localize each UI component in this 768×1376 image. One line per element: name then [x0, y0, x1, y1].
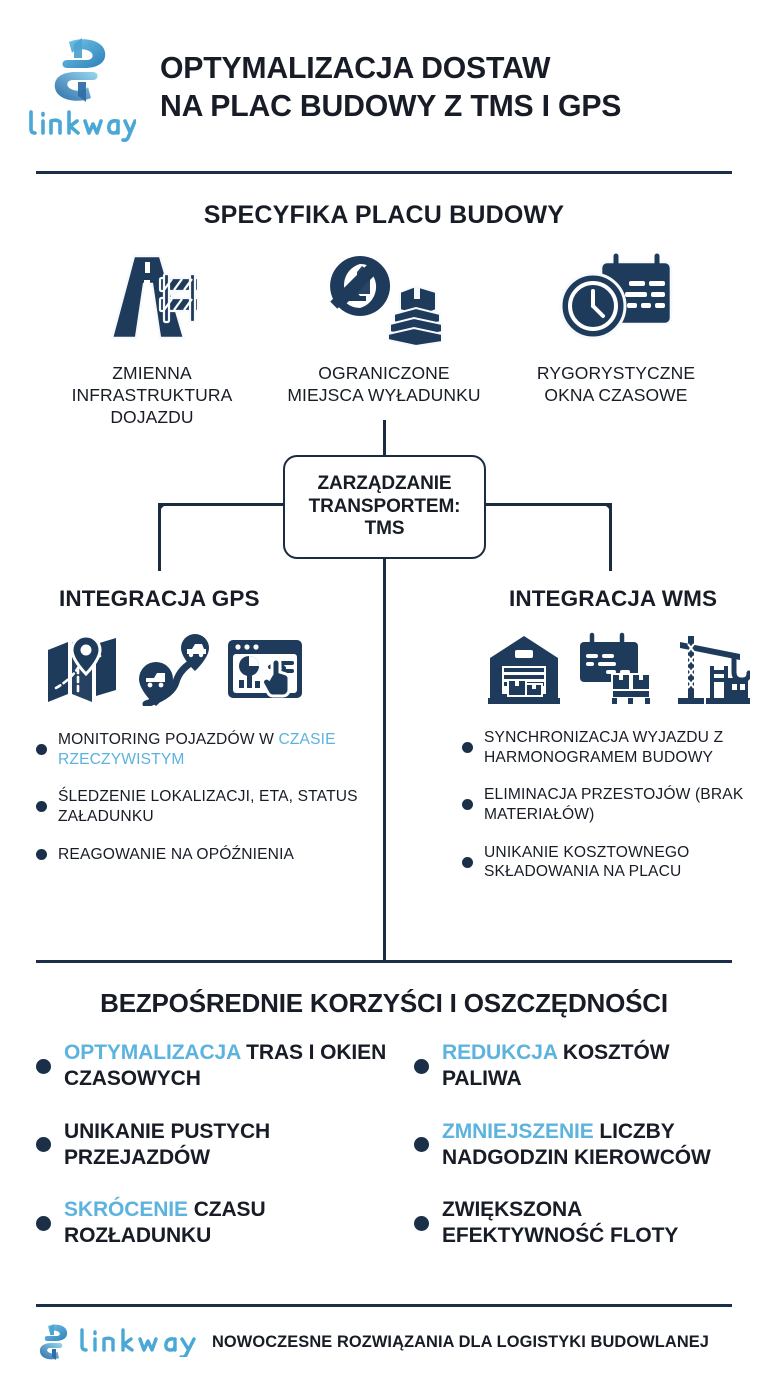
benefit-item [414, 1040, 736, 1093]
bullet-text: REAGOWANIE NA OPÓŹNIENIA [58, 845, 295, 863]
clock-calendar-icon [553, 246, 679, 346]
linkway-mark-icon [43, 34, 117, 106]
title-line-2: NA PLAC BUDOWY Z TMS I GPS [160, 89, 622, 123]
divider-top [36, 171, 732, 174]
no-unloading-pallets-icon [324, 246, 444, 346]
connector-left-horizontal [158, 503, 286, 506]
list-item [462, 843, 768, 882]
divider-bottom [36, 1304, 732, 1307]
benefits-grid [36, 1040, 736, 1276]
branch-title-wms: INTEGRACJA WMS [509, 586, 718, 611]
footer-tagline: NOWOCZESNE ROZWIĄZANIA DLA LOGISTYKI BUDOWLANEJ [212, 1332, 710, 1351]
linkway-wordmark-icon [75, 1327, 199, 1357]
bullet-dot-icon [36, 1216, 51, 1231]
bullet-dot-icon [462, 857, 473, 868]
bullet-text: MONITORING POJAZDÓW W CZASIE RZECZYWISTYM [58, 731, 336, 768]
list-item [36, 730, 366, 769]
calendar-pallets-icon [576, 632, 656, 706]
caption-line: RYGORYSTYCZNE [536, 363, 696, 383]
spec-row [36, 246, 732, 429]
gps-bullet-list [36, 730, 366, 882]
tms-line-1: ZARZĄDZANIE [317, 472, 452, 494]
section-title-specyfika: SPECYFIKA PLACU BUDOWY [203, 201, 565, 229]
bullet-dot-icon [36, 849, 47, 860]
bullet-dot-icon [36, 1059, 51, 1074]
benefit-text: SKRÓCENIE CZASU ROZŁADUNKU [64, 1198, 266, 1248]
spec-item-road [36, 246, 268, 429]
route-vehicles-icon [138, 634, 212, 706]
spec-item-unloading [268, 246, 500, 429]
tms-node-box [283, 455, 486, 559]
bullet-dot-icon [36, 1137, 51, 1152]
benefit-text: UNIKANIE PUSTYCH PRZEJAZDÓW [64, 1119, 271, 1169]
gps-icon-group [44, 634, 304, 706]
bullet-dot-icon [36, 801, 47, 812]
bullet-dot-icon [414, 1137, 429, 1152]
tms-line-2: TRANSPORTEM: [308, 495, 461, 517]
benefit-item [36, 1119, 414, 1172]
bullet-dot-icon [414, 1059, 429, 1074]
linkway-wordmark-icon [24, 108, 136, 142]
warehouse-icon [486, 632, 562, 706]
spec-caption-unloading [287, 362, 480, 406]
benefit-text: OPTYMALIZACJA TRAS I OKIEN CZASOWYCH [64, 1041, 387, 1091]
benefit-item [414, 1197, 736, 1250]
list-item [462, 785, 768, 824]
dashboard-click-icon [226, 634, 304, 706]
spec-caption-road [72, 362, 233, 429]
branch-title-gps: INTEGRACJA GPS [59, 586, 260, 611]
connector-corner-left [158, 503, 174, 519]
spec-caption-timewindow [537, 362, 695, 406]
caption-line: INFRASTRUKTURA [71, 385, 233, 406]
bullet-dot-icon [462, 799, 473, 810]
caption-line: ZMIENNA [112, 363, 192, 383]
connector-bottom [383, 556, 386, 960]
bullet-dot-icon [414, 1216, 429, 1231]
benefit-text: ZWIĘKSZONA EFEKTYWNOŚĆ FLOTY [442, 1198, 679, 1248]
bullet-text: ŚLEDZENIE LOKALIZACJI, ETA, STATUS ZAŁADUNKU [58, 788, 358, 825]
bullet-text: ELIMINACJA PRZESTOJÓW (BRAK MATERIAŁÓW) [484, 786, 744, 823]
spec-item-timewindow [500, 246, 732, 429]
wms-icon-group [486, 632, 750, 706]
benefit-item [36, 1197, 414, 1250]
caption-line: OKNA CZASOWE [544, 385, 688, 406]
caption-line: DOJAZDU [110, 407, 194, 428]
list-item [36, 845, 366, 865]
brand-logo [0, 34, 160, 142]
caption-line: MIEJSCA WYŁADUNKU [287, 385, 481, 406]
header [0, 18, 768, 158]
linkway-mark-icon [36, 1322, 72, 1362]
benefit-item [36, 1040, 414, 1093]
footer-logo [36, 1322, 212, 1362]
crane-building-icon [670, 632, 750, 706]
map-pin-icon [44, 634, 124, 706]
divider-middle [36, 960, 732, 963]
list-item [36, 787, 366, 826]
list-item [462, 728, 768, 767]
bullet-dot-icon [36, 744, 47, 755]
title-line-1: OPTYMALIZACJA DOSTAW [160, 51, 551, 86]
caption-line: OGRANICZONE [318, 363, 450, 383]
wms-bullet-list [462, 728, 768, 900]
section-title-benefits: BEZPOŚREDNIE KORZYŚCI I OSZCZĘDNOŚCI [100, 988, 668, 1018]
road-barrier-icon [98, 246, 206, 346]
tms-line-3: TMS [364, 518, 405, 540]
page-title [160, 50, 768, 126]
connector-top [383, 420, 386, 458]
footer [36, 1318, 736, 1366]
bullet-text: UNIKANIE KOSZTOWNEGO SKŁADOWANIA NA PLACU [484, 843, 690, 881]
benefit-text: REDUKCJA KOSZTÓW PALIWA [442, 1041, 670, 1091]
bullet-text: SYNCHRONIZACJA WYJAZDU Z HARMONOGRAMEM BUDOWY [484, 729, 724, 766]
connector-right-horizontal [483, 503, 612, 506]
benefit-text: ZMNIEJSZENIE LICZBY NADGODZIN KIEROWCÓW [442, 1119, 711, 1169]
bullet-dot-icon [462, 742, 473, 753]
benefit-item [414, 1119, 736, 1172]
